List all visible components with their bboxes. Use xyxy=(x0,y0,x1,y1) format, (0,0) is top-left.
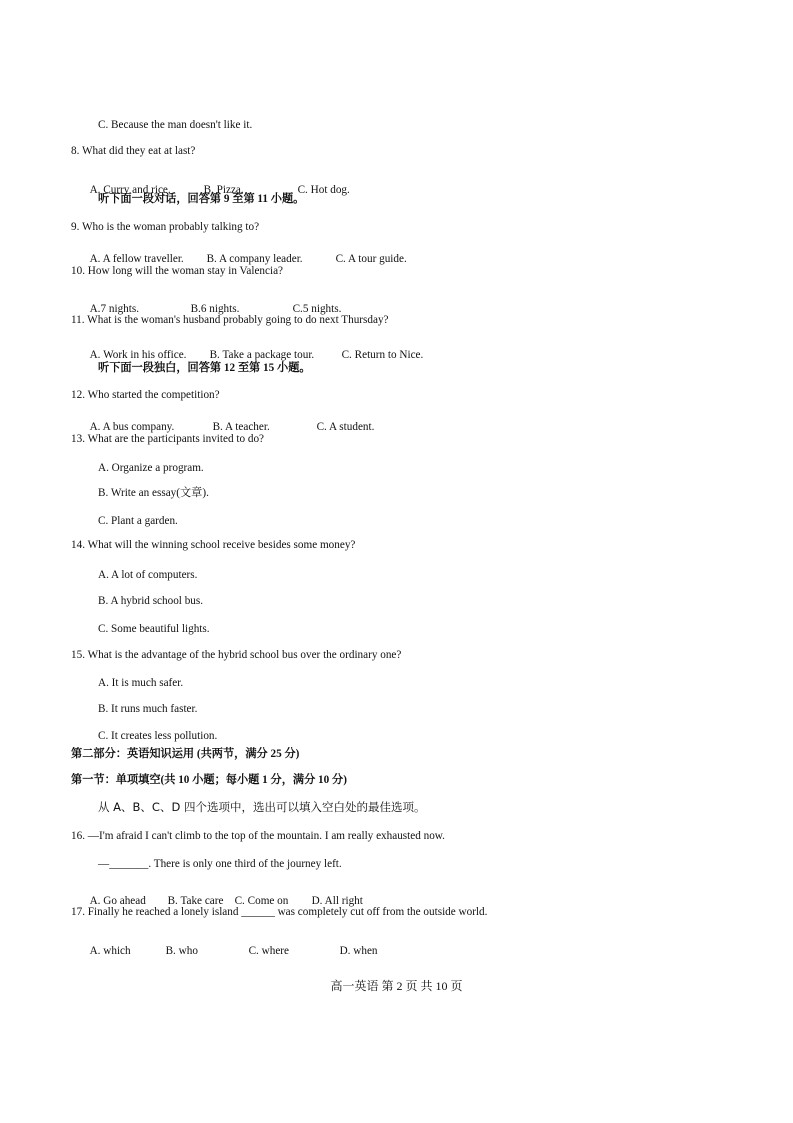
q16-option-d: D. All right xyxy=(311,895,363,907)
q9-option-a: A. A fellow traveller. xyxy=(89,253,184,265)
q15-option-b: B. It runs much faster. xyxy=(98,703,198,715)
q17-question: 17. Finally he reached a lonely island ______ was completely cut off from the outside world. xyxy=(71,906,488,918)
q8-option-b: B. Pizza. xyxy=(203,184,244,196)
section1-instruction: 从 A、B、C、D 四个选项中，选出可以填入空白处的最佳选项。 xyxy=(98,800,426,814)
q7-option-c: C. Because the man doesn't like it. xyxy=(98,119,253,131)
q12-option-a: A. A bus company. xyxy=(89,421,175,433)
q16-option-a: A. Go ahead xyxy=(89,895,146,907)
q17-option-d: D. when xyxy=(339,945,378,957)
q16-reply: —_______. There is only one third of the journey left. xyxy=(98,858,342,870)
section1-title: 第一节：单项填空(共 10 小题；每小题 1 分，满分 10 分) xyxy=(71,774,347,786)
q17-option-c: C. where xyxy=(248,945,289,957)
q10-option-c: C.5 nights. xyxy=(292,303,342,315)
instruction-12-15: 听下面一段独白，回答第 12 至第 15 小题。 xyxy=(98,362,311,374)
q17-option-b: B. who xyxy=(165,945,198,957)
q14-option-a: A. A lot of computers. xyxy=(98,569,198,581)
q13-option-a: A. Organize a program. xyxy=(98,462,204,474)
q15-option-c: C. It creates less pollution. xyxy=(98,730,218,742)
page-footer: 高一英语 第 2 页 共 10 页 xyxy=(330,979,463,993)
q12-option-c: C. A student. xyxy=(316,421,375,433)
q12-question: 12. Who started the competition? xyxy=(71,389,220,401)
q16-options xyxy=(84,880,363,908)
q10-option-b: B.6 nights. xyxy=(190,303,240,315)
q9-option-c: C. A tour guide. xyxy=(335,253,407,265)
q12-options xyxy=(84,406,374,434)
q9-options xyxy=(84,238,407,266)
q12-option-b: B. A teacher. xyxy=(212,421,270,433)
q16-option-b: B. Take care xyxy=(167,895,224,907)
q11-question: 11. What is the woman's husband probably going to do next Thursday? xyxy=(71,314,389,326)
q14-question: 14. What will the winning school receive besides some money? xyxy=(71,539,356,551)
q10-options xyxy=(84,288,341,316)
q17-options xyxy=(84,930,378,958)
q9-question: 9. Who is the woman probably talking to? xyxy=(71,221,260,233)
q16-option-c: C. Come on xyxy=(234,895,289,907)
q8-option-a: A. Curry and rice. xyxy=(89,184,171,196)
instruction-9-11: 听下面一段对话，回答第 9 至第 11 小题。 xyxy=(98,193,305,205)
q9-option-b: B. A company leader. xyxy=(206,253,303,265)
q11-options xyxy=(84,334,423,362)
q11-option-c: C. Return to Nice. xyxy=(341,349,424,361)
q10-question: 10. How long will the woman stay in Valencia? xyxy=(71,265,284,277)
q11-option-b: B. Take a package tour. xyxy=(209,349,315,361)
part2-title: 第二部分：英语知识运用 (共两节，满分 25 分) xyxy=(71,748,300,760)
q11-option-a: A. Work in his office. xyxy=(89,349,187,361)
q13-option-b: B. Write an essay(文章). xyxy=(98,487,209,499)
q17-option-a: A. which xyxy=(89,945,131,957)
q15-option-a: A. It is much safer. xyxy=(98,677,184,689)
q8-option-c: C. Hot dog. xyxy=(297,184,350,196)
q14-option-b: B. A hybrid school bus. xyxy=(98,595,204,607)
q16-question: 16. —I'm afraid I can't climb to the top of the mountain. I am really exhausted now. xyxy=(71,830,445,842)
q8-question: 8. What did they eat at last? xyxy=(71,145,196,157)
q13-question: 13. What are the participants invited to do? xyxy=(71,433,265,445)
q15-question: 15. What is the advantage of the hybrid school bus over the ordinary one? xyxy=(71,649,402,661)
q13-option-c: C. Plant a garden. xyxy=(98,515,178,527)
q14-option-c: C. Some beautiful lights. xyxy=(98,623,210,635)
q10-option-a: A.7 nights. xyxy=(89,303,140,315)
